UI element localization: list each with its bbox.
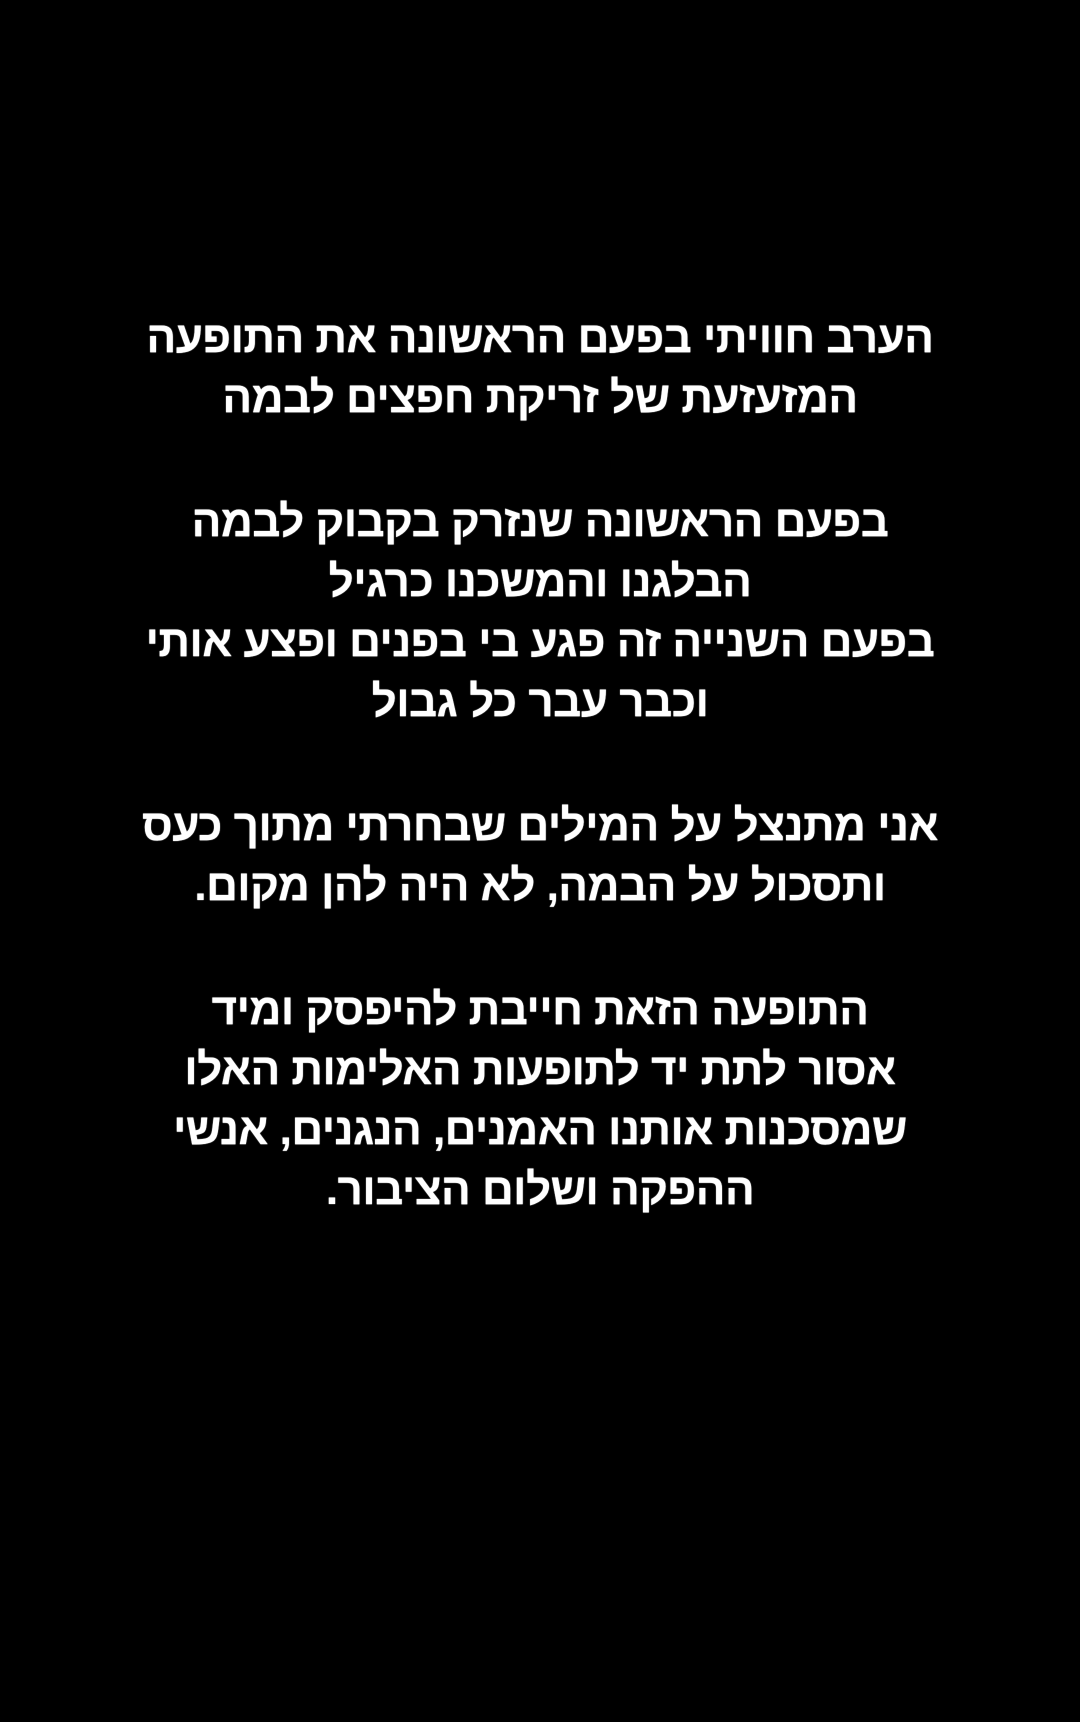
statement-line: בפעם הראשונה שנזרק בקבוק לבמה	[191, 497, 889, 546]
statement-line: הערב חוויתי בפעם הראשונה את התופעה	[146, 313, 934, 362]
statement-line: שמסכנות אותנו האמנים, הנגנים, אנשי	[173, 1105, 907, 1154]
statement-line: התופעה הזאת חייבת להיפסק ומיד	[211, 985, 869, 1034]
statement-line: וכבר עבר כל גבול	[371, 677, 709, 726]
statement-paragraph	[50, 308, 1030, 428]
statement-line: אסור לתת יד לתופעות האלימות האלו	[184, 1045, 896, 1094]
statement-line: בפעם השנייה זה פגע בי בפנים ופצע אותי	[145, 617, 935, 666]
statement-paragraph	[50, 980, 1030, 1220]
statement-line: הבלגנו והמשכנו כרגיל	[328, 557, 752, 606]
statement-paragraph	[50, 492, 1030, 732]
statement-text-block	[50, 308, 1030, 1220]
statement-line: ההפקה ושלום הציבור.	[325, 1165, 755, 1214]
statement-paragraph	[50, 796, 1030, 916]
statement-line: ותסכול על הבמה, לא היה להן מקום.	[194, 861, 886, 910]
statement-line: המזעזעת של זריקת חפצים לבמה	[222, 373, 858, 422]
statement-line: אני מתנצל על המילים שבחרתי מתוך כעס	[142, 801, 938, 850]
